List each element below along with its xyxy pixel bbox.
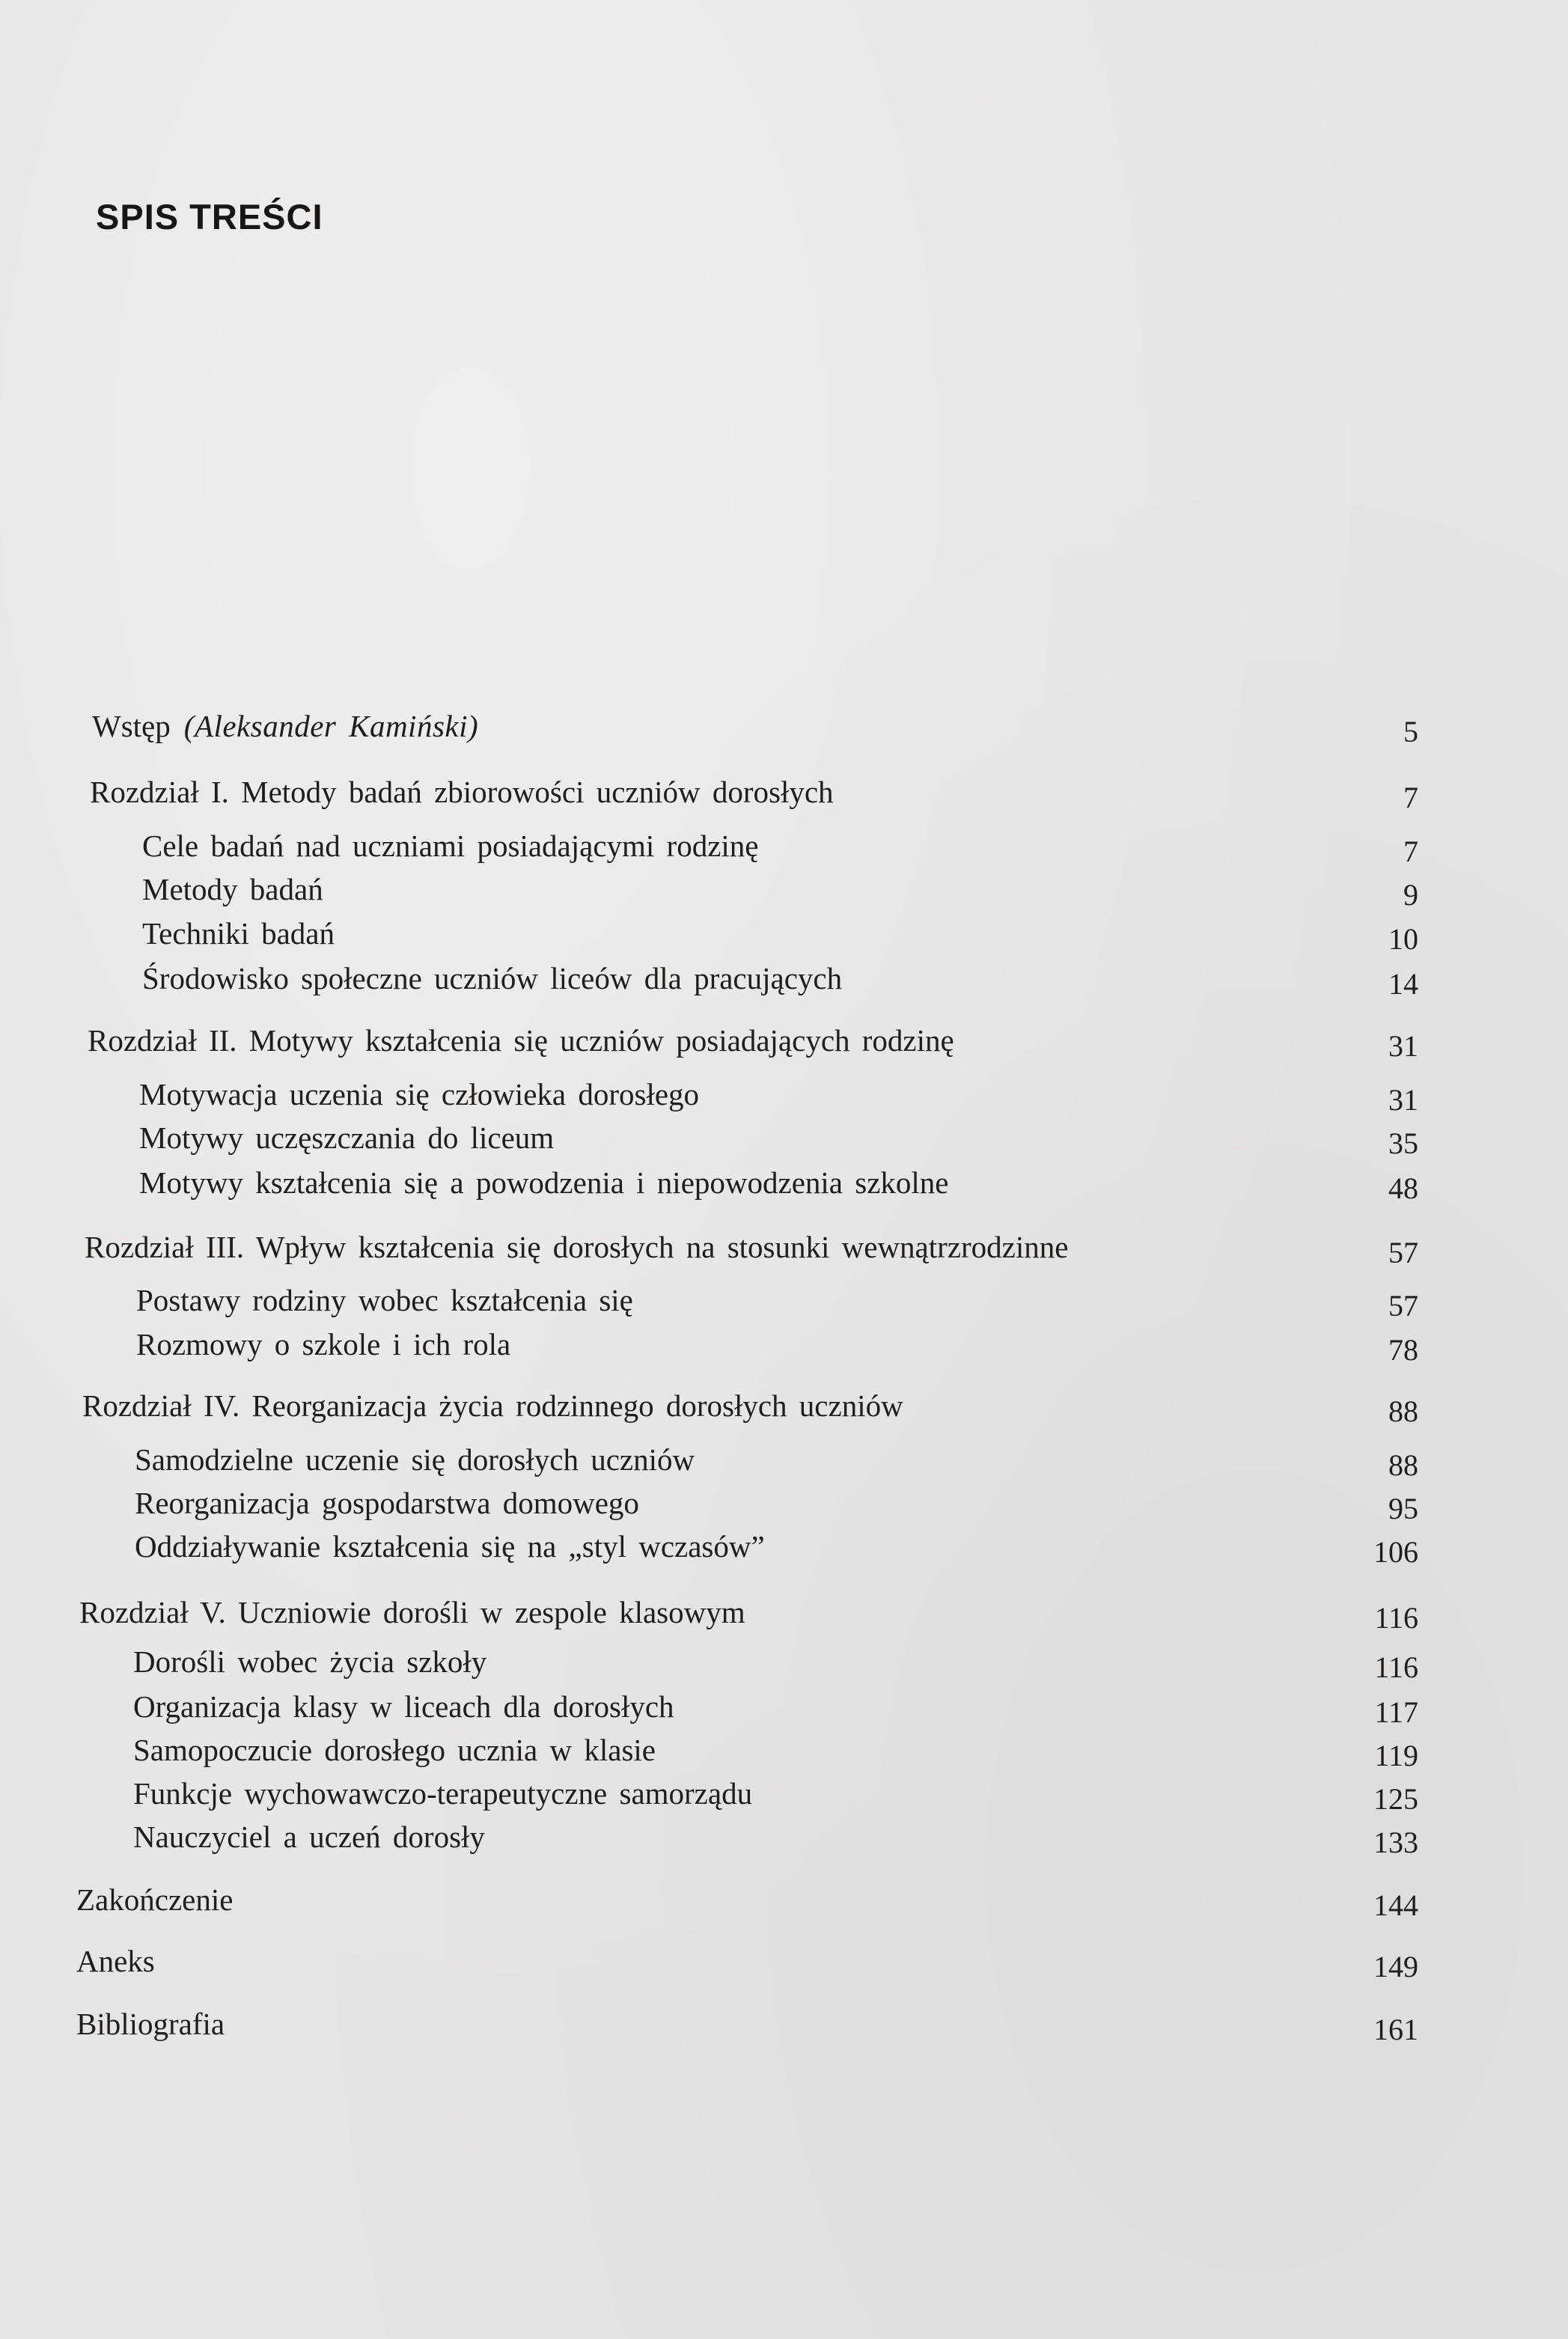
toc-page-number: 144	[1373, 1888, 1418, 1922]
toc-section-title: Cele badań nad uczniami posiadającymi rodzinę	[142, 829, 759, 863]
toc-page-number: 119	[1374, 1739, 1418, 1772]
toc-section-title: Metody badań	[142, 872, 323, 906]
toc-page-number: 133	[1373, 1826, 1418, 1859]
toc-section	[142, 911, 1418, 956]
toc-section	[135, 1437, 1418, 1482]
toc-section-title: Motywacja uczenia się człowieka dorosłego	[139, 1077, 700, 1111]
toc-section	[139, 1072, 1418, 1117]
toc-bibliography	[76, 2001, 1418, 2046]
toc-section	[142, 867, 1418, 912]
toc-section-title: Funkcje wychowawczo-terapeutyczne samorządu	[133, 1776, 753, 1811]
toc-page-number: 10	[1388, 922, 1418, 956]
toc-section	[135, 1524, 1418, 1569]
toc-page-number: 14	[1388, 967, 1418, 1001]
toc-section	[142, 956, 1418, 1001]
toc-chapter-4	[82, 1383, 1418, 1428]
toc-intro-author: (Aleksander Kamiński)	[183, 709, 479, 743]
toc-section	[133, 1771, 1418, 1816]
toc-page-number: 57	[1388, 1236, 1418, 1269]
toc-section-title: Oddziaływanie kształcenia się na „styl wczasów”	[135, 1529, 765, 1564]
toc-section-title: Motywy uczęszczania do liceum	[139, 1120, 555, 1155]
toc-section-title: Dorośli wobec życia szkoły	[133, 1644, 487, 1679]
toc-section-title: Techniki badań	[142, 916, 335, 951]
toc-back-title: Bibliografia	[76, 2007, 225, 2041]
toc-section	[133, 1727, 1418, 1772]
toc-section-title: Samodzielne uczenie się dorosłych uczniów	[135, 1442, 695, 1477]
toc-page-number: 31	[1388, 1029, 1418, 1063]
toc-section	[136, 1322, 1418, 1367]
toc-appendix	[76, 1939, 1418, 1983]
toc-section	[133, 1814, 1418, 1859]
toc-page-number: 116	[1374, 1601, 1418, 1635]
toc-intro-text	[92, 704, 478, 748]
toc-section	[142, 823, 1418, 868]
toc-section	[139, 1115, 1418, 1160]
toc-page-number: 117	[1374, 1695, 1418, 1729]
toc-page-number: 57	[1388, 1289, 1418, 1323]
toc-chapter-title: Rozdział I. Metody badań zbiorowości uczniów dorosłych	[90, 775, 834, 809]
toc-chapter-5	[79, 1590, 1418, 1635]
toc-section-title: Nauczyciel a uczeń dorosły	[133, 1820, 485, 1854]
toc-back-title: Zakończenie	[76, 1882, 234, 1917]
toc-chapter-2	[88, 1018, 1418, 1063]
toc-page-number: 48	[1388, 1171, 1418, 1205]
toc-page-number: 5	[1403, 715, 1418, 748]
toc-section-title: Motywy kształcenia się a powodzenia i niepowodzenia szkolne	[139, 1165, 949, 1200]
toc-section	[133, 1684, 1418, 1729]
toc-section-title: Postawy rodziny wobec kształcenia się	[136, 1283, 633, 1317]
toc-page-number: 78	[1388, 1333, 1418, 1367]
page-title: SPIS TREŚCI	[96, 197, 323, 237]
toc-page-number: 88	[1388, 1394, 1418, 1428]
toc-back-title: Aneks	[76, 1944, 155, 1978]
toc-page-number: 31	[1388, 1083, 1418, 1117]
toc-page-number: 149	[1373, 1950, 1418, 1983]
toc-conclusion	[76, 1877, 1418, 1922]
toc-intro	[92, 704, 1418, 748]
toc-page-number: 9	[1403, 878, 1418, 912]
toc-section-title: Reorganizacja gospodarstwa domowego	[135, 1486, 639, 1520]
toc-page-number: 125	[1373, 1782, 1418, 1816]
toc-intro-label: Wstęp	[92, 709, 171, 743]
toc-chapter-title: Rozdział III. Wpływ kształcenia się dorosłych na stosunki wewnątrzrodzinne	[85, 1230, 1069, 1264]
toc-section	[139, 1160, 1418, 1205]
toc-chapter-title: Rozdział II. Motywy kształcenia się uczniów posiadających rodzinę	[88, 1023, 954, 1058]
toc-page-number: 95	[1388, 1492, 1418, 1525]
toc-chapter-1	[90, 769, 1418, 814]
toc-page-number: 7	[1403, 835, 1418, 868]
toc-page-number: 35	[1388, 1126, 1418, 1160]
toc-chapter-3	[85, 1225, 1418, 1269]
toc-chapter-title: Rozdział V. Uczniowie dorośli w zespole klasowym	[79, 1595, 745, 1629]
toc-page-number: 106	[1373, 1535, 1418, 1569]
toc-section-title: Organizacja klasy w liceach dla dorosłych	[133, 1689, 674, 1724]
toc-section-title: Samopoczucie dorosłego ucznia w klasie	[133, 1733, 656, 1767]
toc-page-number: 116	[1374, 1650, 1418, 1684]
toc-section	[135, 1480, 1418, 1525]
toc-section-title: Rozmowy o szkole i ich rola	[136, 1327, 511, 1361]
toc-page-number: 7	[1403, 781, 1418, 814]
toc-page-number: 161	[1373, 2013, 1418, 2046]
toc-page-number: 88	[1388, 1448, 1418, 1482]
toc-section	[133, 1639, 1418, 1684]
toc-section-title: Środowisko społeczne uczniów liceów dla pracujących	[142, 961, 843, 995]
toc-section	[136, 1278, 1418, 1323]
toc-chapter-title: Rozdział IV. Reorganizacja życia rodzinnego dorosłych uczniów	[82, 1388, 903, 1423]
